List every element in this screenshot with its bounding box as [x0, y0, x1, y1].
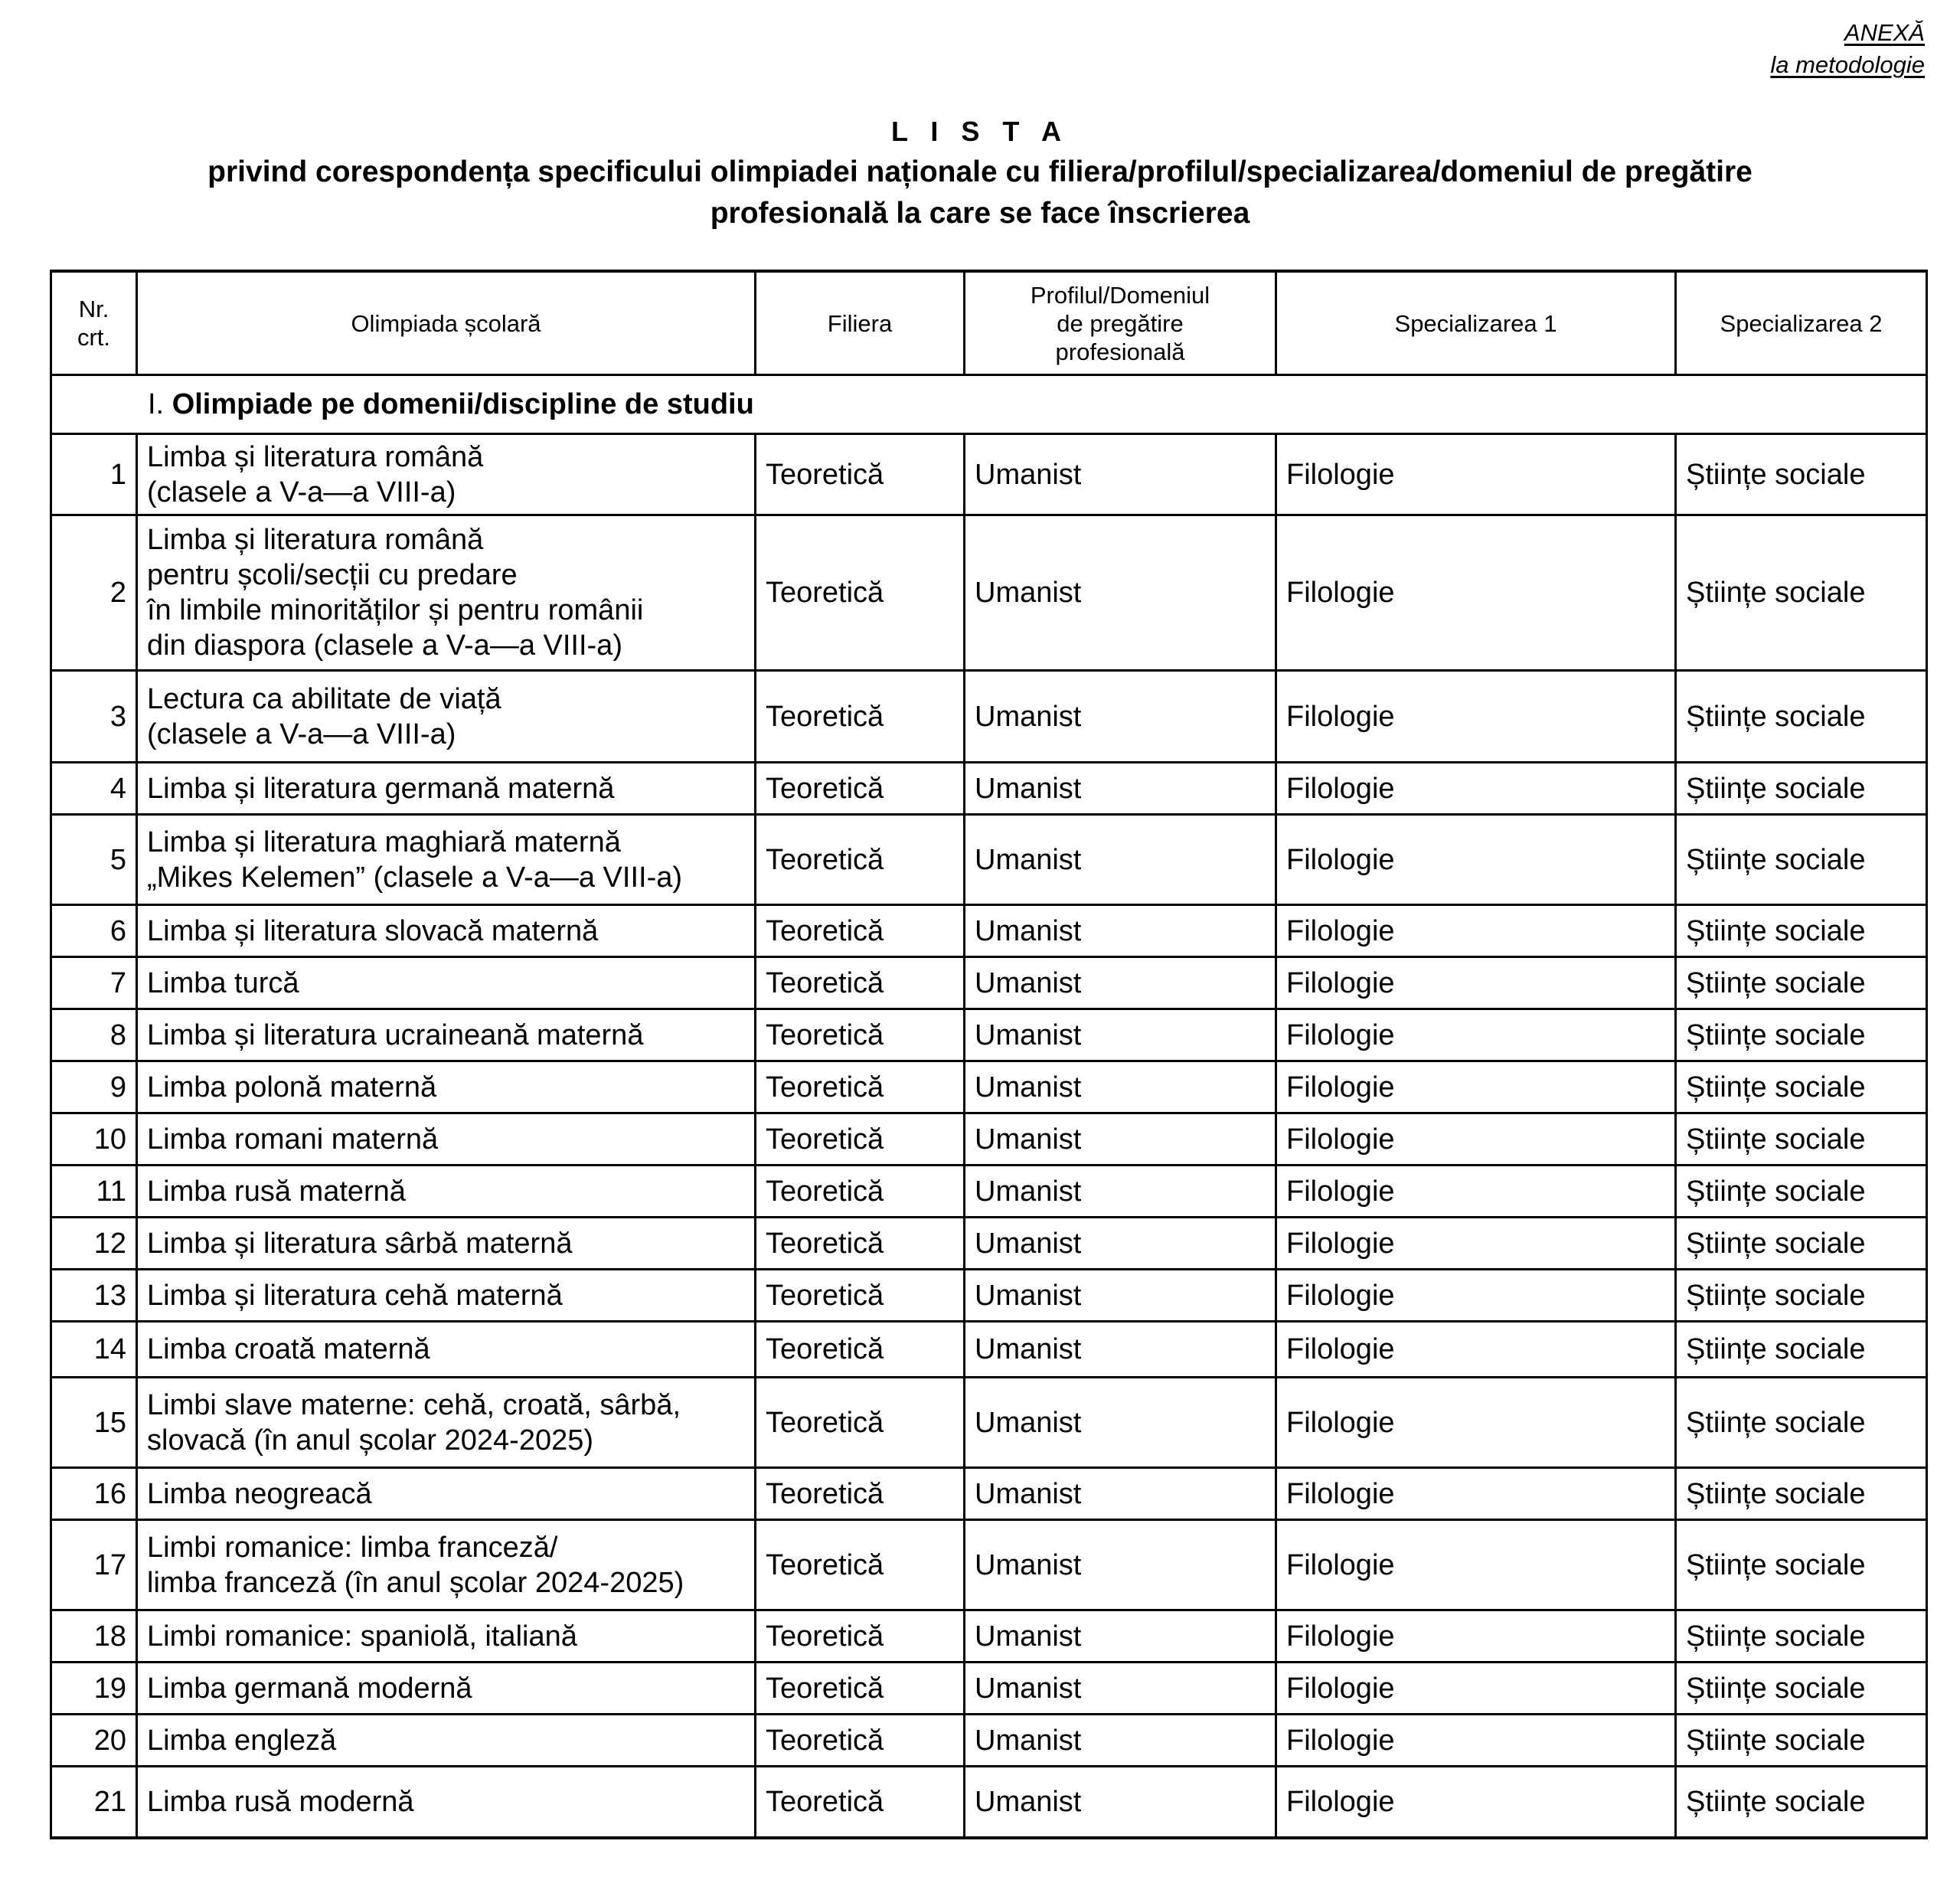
profil-cell: Umanist: [965, 1061, 1276, 1113]
olimpiada-line: Limba germană modernă: [147, 1672, 472, 1705]
specializarea-1-cell: Filologie: [1276, 815, 1676, 905]
specializarea-1-cell: Filologie: [1276, 1663, 1676, 1715]
filiera-cell: Teoretică: [756, 671, 965, 763]
olimpiada-line: Lectura ca abilitate de viață: [147, 682, 501, 715]
header-nr-line: Nr.: [78, 296, 109, 322]
profil-cell: Umanist: [965, 1378, 1276, 1468]
row-number: 6: [51, 905, 137, 957]
specializarea-2-cell: Științe sociale: [1676, 1166, 1927, 1218]
specializarea-2-cell: Științe sociale: [1676, 1378, 1927, 1468]
olimpiada-line: Limba croată maternă: [147, 1333, 430, 1365]
table-row: [51, 1663, 1927, 1715]
table-row: [51, 1715, 1927, 1767]
row-number: 2: [51, 515, 137, 671]
annex-title: ANEXĂ: [1844, 19, 1925, 46]
row-number: 10: [51, 1113, 137, 1166]
filiera-cell: Teoretică: [756, 1610, 965, 1663]
olimpiada-cell: [137, 671, 756, 763]
profil-cell: Umanist: [965, 515, 1276, 671]
filiera-cell: Teoretică: [756, 1061, 965, 1113]
row-number: 5: [51, 815, 137, 905]
olimpiada-cell: [137, 815, 756, 905]
filiera-cell: Teoretică: [756, 515, 965, 671]
specializarea-2-cell: Științe sociale: [1676, 1767, 1927, 1839]
profil-cell: Umanist: [965, 1270, 1276, 1322]
specializarea-2-cell: Științe sociale: [1676, 1270, 1927, 1322]
olimpiada-line: Limba și literatura germană maternă: [147, 772, 615, 805]
table-row: [51, 1166, 1927, 1218]
olimpiada-cell: [137, 763, 756, 815]
filiera-cell: Teoretică: [756, 957, 965, 1009]
table-row: [51, 1218, 1927, 1270]
olimpiada-line: din diaspora (clasele a V-a—a VIII-a): [147, 629, 622, 662]
section-row: [51, 375, 1927, 434]
specializarea-1-cell: Filologie: [1276, 1715, 1676, 1767]
filiera-cell: Teoretică: [756, 905, 965, 957]
olimpiada-cell: [137, 1663, 756, 1715]
specializarea-1-cell: Filologie: [1276, 957, 1676, 1009]
filiera-cell: Teoretică: [756, 1767, 965, 1839]
filiera-cell: Teoretică: [756, 1663, 965, 1715]
profil-cell: Umanist: [965, 1468, 1276, 1520]
table-row: [51, 1767, 1927, 1839]
specializarea-1-cell: Filologie: [1276, 1378, 1676, 1468]
filiera-cell: Teoretică: [756, 1218, 965, 1270]
profil-cell: Umanist: [965, 1767, 1276, 1839]
olimpiada-cell: [137, 1009, 756, 1061]
specializarea-1-cell: Filologie: [1276, 1009, 1676, 1061]
profil-cell: Umanist: [965, 1113, 1276, 1166]
olimpiada-line: Limba și literatura maghiară maternă: [147, 826, 621, 858]
specializarea-1-cell: Filologie: [1276, 1610, 1676, 1663]
olimpiada-cell: [137, 1610, 756, 1663]
section-heading: [51, 375, 1927, 434]
olimpiada-cell: [137, 1061, 756, 1113]
filiera-cell: Teoretică: [756, 434, 965, 515]
specializarea-1-cell: Filologie: [1276, 1166, 1676, 1218]
specializarea-1-cell: Filologie: [1276, 1270, 1676, 1322]
specializarea-2-cell: Științe sociale: [1676, 671, 1927, 763]
specializarea-1-cell: Filologie: [1276, 1061, 1676, 1113]
row-number: 3: [51, 671, 137, 763]
olimpiada-cell: [137, 434, 756, 515]
header-profil: [965, 271, 1276, 375]
specializarea-1-cell: Filologie: [1276, 1113, 1676, 1166]
table-row: [51, 515, 1927, 671]
profil-cell: Umanist: [965, 1009, 1276, 1061]
profil-cell: Umanist: [965, 905, 1276, 957]
row-number: 21: [51, 1767, 137, 1839]
olimpiada-line: (clasele a V-a—a VIII-a): [147, 718, 456, 750]
olimpiada-line: Limba turcă: [147, 966, 299, 999]
olimpiada-line: pentru școli/secții cu predare: [147, 559, 518, 591]
olimpiada-line: Limbi slave materne: cehă, croată, sârbă,: [147, 1388, 681, 1421]
filiera-cell: Teoretică: [756, 1378, 965, 1468]
table-header-row: [51, 271, 1927, 375]
profil-cell: Umanist: [965, 1715, 1276, 1767]
row-number: 4: [51, 763, 137, 815]
specializarea-2-cell: Științe sociale: [1676, 1715, 1927, 1767]
olimpiada-cell: [137, 1270, 756, 1322]
title-sub-line-1: privind corespondența specificului olimpiadei naționale cu filiera/profilul/specializarea/domeniul de pregătire: [207, 155, 1753, 188]
olimpiada-cell: [137, 1218, 756, 1270]
olimpiada-cell: [137, 1322, 756, 1378]
olimpiada-line: Limba polonă maternă: [147, 1071, 437, 1103]
olimpiada-cell: [137, 1520, 756, 1610]
olimpiada-line: „Mikes Kelemen” (clasele a V-a—a VIII-a): [147, 861, 683, 894]
olimpiada-line: Limba rusă modernă: [147, 1786, 414, 1818]
row-number: 9: [51, 1061, 137, 1113]
row-number: 14: [51, 1322, 137, 1378]
specializarea-2-cell: Științe sociale: [1676, 434, 1927, 515]
table-row: [51, 1610, 1927, 1663]
header-crt-line: crt.: [77, 324, 111, 351]
profil-cell: Umanist: [965, 1218, 1276, 1270]
row-number: 1: [51, 434, 137, 515]
table-row: [51, 1061, 1927, 1113]
table-row: [51, 957, 1927, 1009]
olimpiada-cell: [137, 1166, 756, 1218]
table-row: [51, 1009, 1927, 1061]
olimpiada-line: (clasele a V-a—a VIII-a): [147, 476, 456, 508]
row-number: 17: [51, 1520, 137, 1610]
row-number: 13: [51, 1270, 137, 1322]
profil-cell: Umanist: [965, 1322, 1276, 1378]
olimpiada-line: limba franceză (în anul școlar 2024-2025): [147, 1566, 684, 1599]
header-profil-line-2: de pregătire: [1057, 309, 1184, 337]
olimpiada-cell: [137, 515, 756, 671]
table-row: [51, 1270, 1927, 1322]
filiera-cell: Teoretică: [756, 1113, 965, 1166]
filiera-cell: Teoretică: [756, 1322, 965, 1378]
header-profil-line-3: profesională: [1055, 338, 1185, 365]
profil-cell: Umanist: [965, 671, 1276, 763]
table-row: [51, 434, 1927, 515]
table-row: [51, 1468, 1927, 1520]
annex-label: [1770, 17, 1925, 81]
filiera-cell: Teoretică: [756, 1715, 965, 1767]
document-title: [0, 115, 1960, 234]
olympiad-correspondence-table: [50, 270, 1928, 1839]
annex-subtitle: la metodologie: [1770, 51, 1925, 78]
olimpiada-cell: [137, 1715, 756, 1767]
row-number: 18: [51, 1610, 137, 1663]
specializarea-2-cell: Științe sociale: [1676, 1113, 1927, 1166]
profil-cell: Umanist: [965, 1663, 1276, 1715]
olimpiada-line: Limba și literatura slovacă maternă: [147, 914, 599, 947]
row-number: 20: [51, 1715, 137, 1767]
table-row: [51, 905, 1927, 957]
profil-cell: Umanist: [965, 434, 1276, 515]
olimpiada-line: slovacă (în anul școlar 2024-2025): [147, 1424, 594, 1457]
header-profil-line-1: Profilul/Domeniul: [1030, 281, 1210, 309]
row-number: 16: [51, 1468, 137, 1520]
filiera-cell: Teoretică: [756, 815, 965, 905]
filiera-cell: Teoretică: [756, 1468, 965, 1520]
olimpiada-cell: [137, 957, 756, 1009]
table-row: [51, 1113, 1927, 1166]
profil-cell: Umanist: [965, 1610, 1276, 1663]
filiera-cell: Teoretică: [756, 763, 965, 815]
olimpiada-line: Limba și literatura română: [147, 440, 484, 473]
row-number: 8: [51, 1009, 137, 1061]
olimpiada-line: în limbile minorităților și pentru românii: [147, 594, 644, 626]
specializarea-2-cell: Științe sociale: [1676, 1520, 1927, 1610]
title-sub-line-2: profesională la care se face înscrierea: [710, 197, 1250, 230]
row-number: 19: [51, 1663, 137, 1715]
specializarea-2-cell: Științe sociale: [1676, 1218, 1927, 1270]
specializarea-1-cell: Filologie: [1276, 671, 1676, 763]
profil-cell: Umanist: [965, 1166, 1276, 1218]
header-specializarea-2: Specializarea 2: [1676, 271, 1927, 375]
filiera-cell: Teoretică: [756, 1270, 965, 1322]
specializarea-2-cell: Științe sociale: [1676, 1610, 1927, 1663]
table-row: [51, 1378, 1927, 1468]
section-title: Olimpiade pe domenii/discipline de studiu: [172, 388, 754, 420]
row-number: 11: [51, 1166, 137, 1218]
specializarea-1-cell: Filologie: [1276, 1322, 1676, 1378]
specializarea-2-cell: Științe sociale: [1676, 1468, 1927, 1520]
olimpiada-cell: [137, 1378, 756, 1468]
table-row: [51, 671, 1927, 763]
profil-cell: Umanist: [965, 957, 1276, 1009]
table-row: [51, 1322, 1927, 1378]
title-main: L I S T A: [890, 116, 1069, 147]
specializarea-1-cell: Filologie: [1276, 1218, 1676, 1270]
table-row: [51, 763, 1927, 815]
specializarea-2-cell: Științe sociale: [1676, 1663, 1927, 1715]
table-row: [51, 1520, 1927, 1610]
header-nr-crt: [51, 271, 137, 375]
olimpiada-line: Limba și literatura sârbă maternă: [147, 1227, 573, 1260]
row-number: 12: [51, 1218, 137, 1270]
olimpiada-line: Limba neogreacă: [147, 1477, 372, 1510]
olimpiada-cell: [137, 1468, 756, 1520]
filiera-cell: Teoretică: [756, 1520, 965, 1610]
olimpiada-line: Limba și literatura cehă maternă: [147, 1279, 563, 1312]
filiera-cell: Teoretică: [756, 1009, 965, 1061]
specializarea-2-cell: Științe sociale: [1676, 763, 1927, 815]
specializarea-2-cell: Științe sociale: [1676, 905, 1927, 957]
section-number: I.: [148, 388, 165, 420]
specializarea-2-cell: Științe sociale: [1676, 1061, 1927, 1113]
specializarea-1-cell: Filologie: [1276, 434, 1676, 515]
specializarea-1-cell: Filologie: [1276, 1468, 1676, 1520]
table-row: [51, 815, 1927, 905]
olimpiada-cell: [137, 905, 756, 957]
olimpiada-line: Limba romani maternă: [147, 1123, 439, 1156]
row-number: 15: [51, 1378, 137, 1468]
specializarea-1-cell: Filologie: [1276, 1520, 1676, 1610]
profil-cell: Umanist: [965, 815, 1276, 905]
olimpiada-line: Limba și literatura ucraineană maternă: [147, 1018, 644, 1051]
specializarea-1-cell: Filologie: [1276, 763, 1676, 815]
olimpiada-line: Limba și literatura română: [147, 524, 484, 556]
specializarea-2-cell: Științe sociale: [1676, 515, 1927, 671]
olimpiada-line: Limba rusă maternă: [147, 1175, 406, 1208]
specializarea-1-cell: Filologie: [1276, 905, 1676, 957]
row-number: 7: [51, 957, 137, 1009]
specializarea-1-cell: Filologie: [1276, 1767, 1676, 1839]
header-filiera: Filiera: [756, 271, 965, 375]
filiera-cell: Teoretică: [756, 1166, 965, 1218]
specializarea-2-cell: Științe sociale: [1676, 957, 1927, 1009]
header-specializarea-1: Specializarea 1: [1276, 271, 1676, 375]
olimpiada-line: Limbi romanice: limba franceză/: [147, 1531, 558, 1564]
specializarea-2-cell: Științe sociale: [1676, 815, 1927, 905]
specializarea-1-cell: Filologie: [1276, 515, 1676, 671]
profil-cell: Umanist: [965, 1520, 1276, 1610]
olimpiada-line: Limbi romanice: spaniolă, italiană: [147, 1620, 577, 1653]
olimpiada-cell: [137, 1767, 756, 1839]
header-olimpiada: Olimpiada școlară: [137, 271, 756, 375]
profil-cell: Umanist: [965, 763, 1276, 815]
olimpiada-cell: [137, 1113, 756, 1166]
specializarea-2-cell: Științe sociale: [1676, 1322, 1927, 1378]
specializarea-2-cell: Științe sociale: [1676, 1009, 1927, 1061]
olimpiada-line: Limba engleză: [147, 1724, 337, 1757]
